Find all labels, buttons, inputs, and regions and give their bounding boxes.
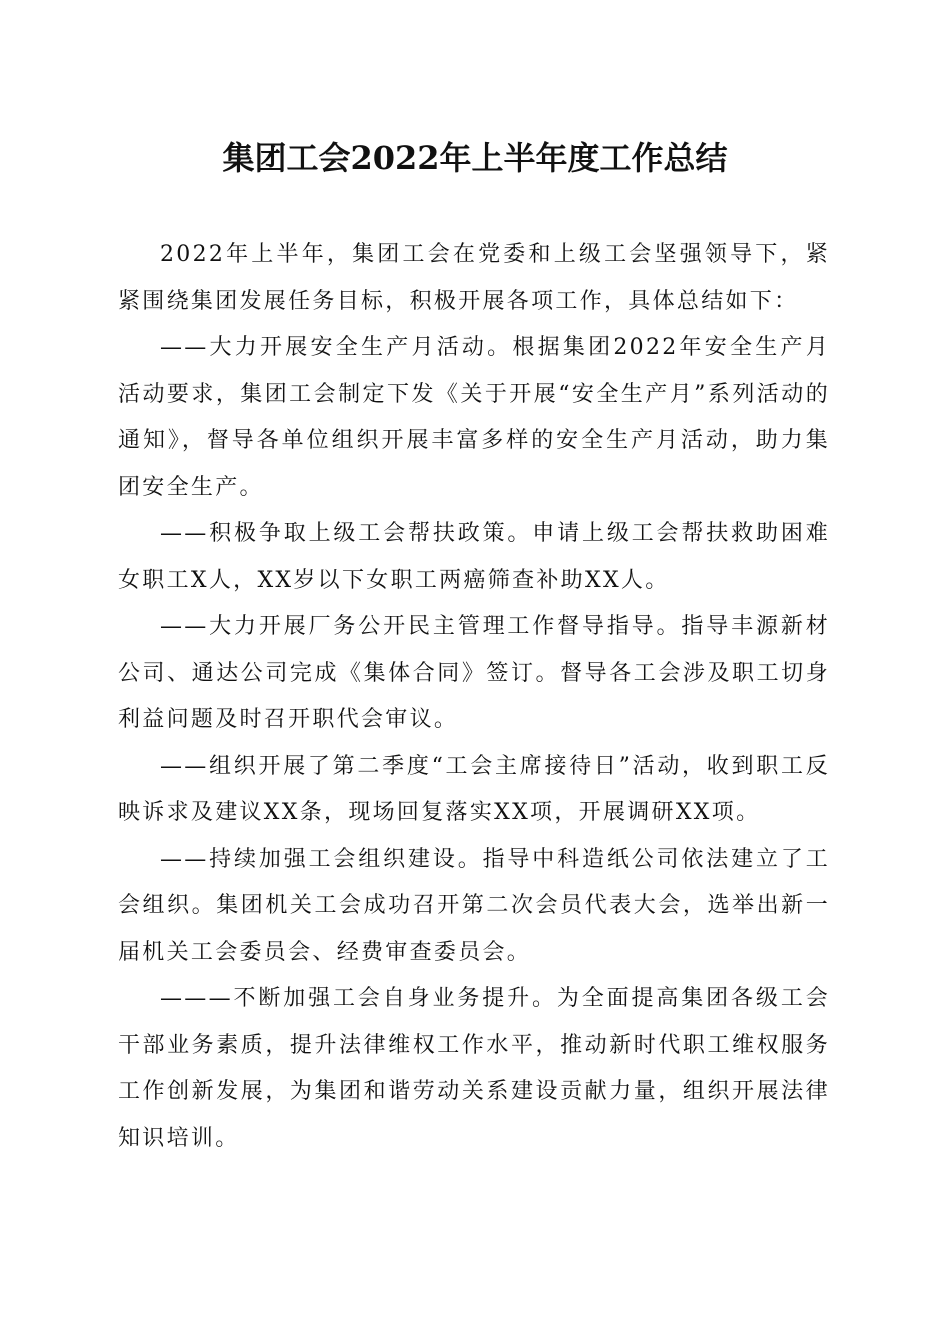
paragraph-assistance-policy: ——积极争取上级工会帮扶政策。申请上级工会帮扶救助困难女职工X人，XX岁以下女职工两癌筛查补助XX人。 [118, 521, 830, 593]
paragraph-self-improvement: ———不断加强工会自身业务提升。为全面提高集团各级工会干部业务素质，提升法律维权工作水平，推动新时代职工维权服务工作创新发展，为集团和谐劳动关系建设贡献力量，组织开展法律知识培训。 [118, 986, 830, 1151]
paragraph-safety-month: ——大力开展安全生产月活动。根据集团2022年安全生产月活动要求，集团工会制定下发《关于开展“安全生产月”系列活动的通知》，督导各单位组织开展丰富多样的安全生产月活动，助力集团安全生产。 [118, 335, 830, 500]
document-body [118, 232, 830, 1162]
paragraph-intro: 2022年上半年，集团工会在党委和上级工会坚强领导下，紧紧围绕集团发展任务目标，积极开展各项工作，具体总结如下： [118, 242, 830, 314]
paragraph-reception-day: ——组织开展了第二季度“工会主席接待日”活动，收到职工反映诉求及建议XX条，现场回复落实XX项，开展调研XX项。 [118, 753, 830, 825]
document-title: 集团工会2022年上半年度工作总结 [222, 139, 728, 177]
paragraph-organization-building: ——持续加强工会组织建设。指导中科造纸公司依法建立了工会组织。集团机关工会成功召开第二次会员代表大会，选举出新一届机关工会委员会、经费审查委员会。 [118, 846, 830, 965]
paragraph-democratic-management: ——大力开展厂务公开民主管理工作督导指导。指导丰源新材公司、通达公司完成《集体合同》签订。督导各工会涉及职工切身利益问题及时召开职代会审议。 [118, 614, 830, 732]
